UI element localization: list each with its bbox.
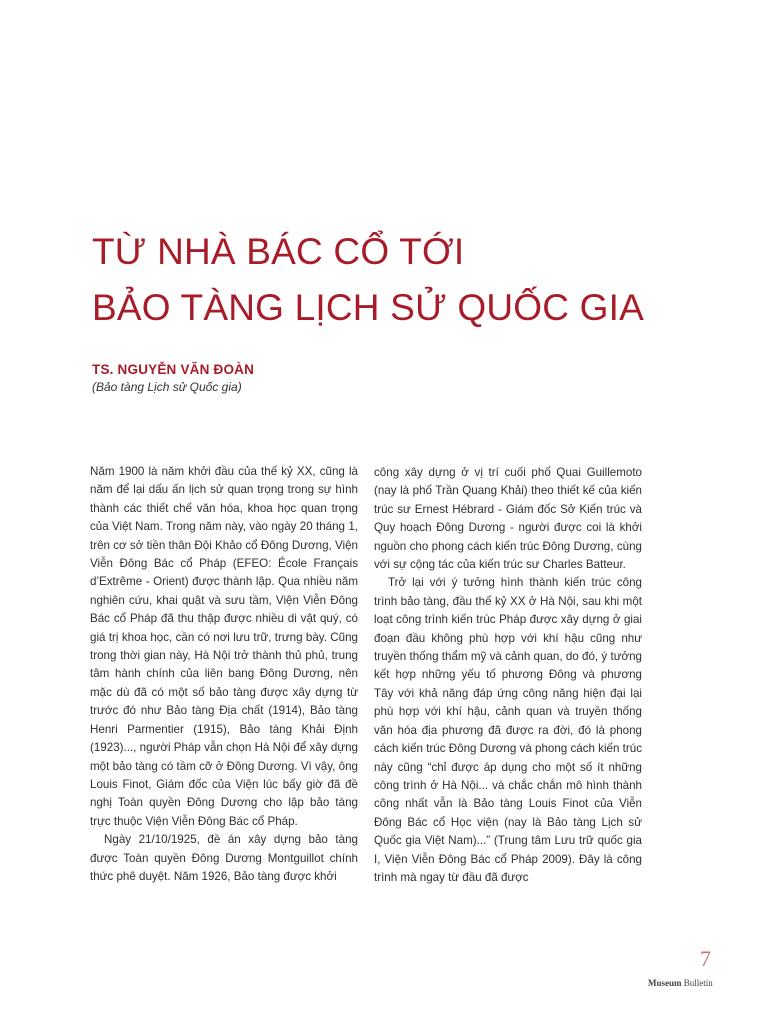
paragraph: Năm 1900 là năm khởi đầu của thế kỷ XX, cũng là năm để lại dấu ấn lịch sử quan trọng trong sự hình thành các thiết chế văn hóa, khoa học quan trọng của Việt Nam. Trong năm này, vào ngày 20 tháng 1, trên cơ sở tiền thân Đội Khảo cổ Đông Dương, Viện Viễn Đông Bác cổ Pháp (EFEO: École Français d’Extrême - Orient) được thành lập. Qua nhiều năm nghiên cứu, khai quật và sưu tầm, Viện Viễn Đông Bác cổ Pháp đã thu thập được nhiều di vật quý, có giá trị khoa học, cần có nơi lưu trữ, trưng bày. Cũng trong thời gian này, Hà Nội trở thành thủ phủ, trung tâm hành chính của liên bang Đông Dương, nên mặc dù đã có một số bảo tàng được xây dựng từ trước đó như Bảo tàng Địa chất (1914), Bảo tàng Henri Parmentier (1915), Bảo tàng Khải Định (1923)..., người Pháp vẫn chọn Hà Nội để xây dựng một bảo tàng có tầm cỡ ở Đông Dương. Vì vậy, ông Louis Finot, Giám đốc của Viện lúc bấy giờ đã đề nghị Toàn quyền Đông Dương cho lập bảo tàng trực thuộc Viện Viễn Đông Bác cổ Pháp. [90,465,358,828]
paragraph: Ngày 21/10/1925, đề án xây dựng bảo tàng được Toàn quyền Đông Dương Montguillot chính thức phê duyệt. Năm 1926, Bảo tàng được khởi [90,833,358,883]
author-name: TS. NGUYỄN VĂN ĐOÀN [92,362,255,377]
article-title [92,224,644,336]
paragraph: công xây dựng ở vị trí cuối phố Quai Guillemoto (nay là phố Trần Quang Khải) theo thiết kế của kiến trúc sư Ernest Hébrard - Giám đốc Sở Kiến trúc và Quy hoạch Đông Dương - người được coi là khởi nguồn cho phong cách kiến trúc Đông Dương, cùng với sự cộng tác của kiến trúc sư Charles Batteur. [374,466,642,572]
paragraph: Trở lại với ý tưởng hình thành kiến trúc công trình bảo tàng, đầu thế kỷ XX ở Hà Nội, sau khi một loạt công trình kiến trúc Pháp được xây dựng ở giai đoạn đầu không phù hợp với khí hậu cũng như truyền thống thẩm mỹ và cảnh quan, do đó, ý tưởng kết hợp những yếu tố phương Đông và phương Tây với khả năng đáp ứng công năng hiện đại lại phù hợp với khí hậu, cảnh quan và truyền thống văn hóa địa phương đã được ra đời, đó là phong cách kiến trúc Đông Dương và phong cách kiến trúc này cũng “chỉ được áp dụng cho một số ít những công trình ở Hà Nội... và chắc chắn mô hình thành công nhất vẫn là Bảo tàng Louis Finot của Viễn Đông Bác cổ Học viện (nay là Bảo tàng Lịch sử Quốc gia Việt Nam)...” (Trung tâm Lưu trữ quốc gia I, Viện Viễn Đông Bác cổ Pháp 2009). Đây là công trình mà ngay từ đầu đã được [374,576,642,884]
article-title-line-2: BẢO TÀNG LỊCH SỬ QUỐC GIA [92,287,644,328]
article-title-line-1: TỪ NHÀ BÁC CỔ TỚI [92,231,465,272]
author-affiliation: (Bảo tàng Lịch sử Quốc gia) [92,380,242,394]
publication-name-rest: Bulletin [681,978,713,988]
publication-name-bold: Museum [648,978,682,988]
body-column-left [90,463,358,886]
page-number: 7 [700,946,711,971]
body-column-right [374,464,642,887]
publication-name [648,978,713,988]
